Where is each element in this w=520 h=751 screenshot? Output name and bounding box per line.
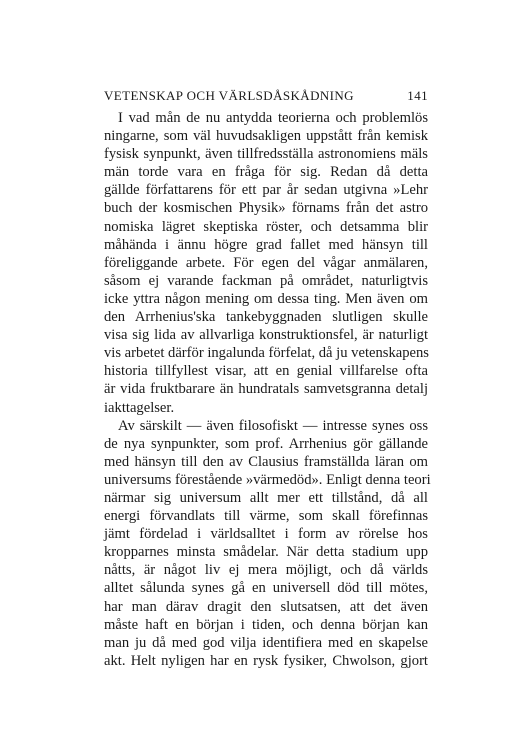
text-line: vis arbetet därför ingalunda förfelat, då ju vetenskapens — [104, 345, 429, 362]
text-line: den Arrhenius'ska tankebyggnaden slutligen skulle — [104, 309, 428, 326]
text-line: föreliggande arbete. För egen del vågar anmälaren, — [104, 254, 428, 271]
paragraph-2 — [104, 417, 431, 670]
running-head — [104, 88, 428, 104]
text-line: energi förvandlats till värme, som skall förefinnas — [104, 508, 428, 525]
text-line: historia tillfyllest visar, att en genial villfarelse ofta — [104, 363, 428, 380]
text-line: måste haft en början i tiden, och denna början kan — [104, 616, 428, 633]
text-line: nomiska lägret skeptiska röster, och detsamma blir — [104, 218, 428, 235]
text-line: man ju då med god vilja identifiera med en skapelse — [104, 634, 428, 651]
text-line: universums förestående »värmedöd». Enligt denna teori — [104, 471, 431, 488]
text-line: Av särskilt — även filosofiskt — intresse synes oss — [118, 417, 428, 434]
text-line: gällde författarens för ett par år sedan utgivna »Lehr — [104, 182, 428, 199]
paragraph-1 — [104, 109, 428, 417]
text-line: är vida fruktbarare än hundratals samvetsgranna detalj — [104, 381, 428, 398]
text-line: har man därav dragit den slutsatsen, att det även — [104, 598, 428, 615]
text-line: I vad mån de nu antydda teorierna och problemlös — [118, 110, 428, 126]
body-text — [104, 109, 431, 670]
text-line: alltet sålunda synes gå en universell död till mötes, — [104, 580, 428, 597]
text-line: jämt fördelad i världsalltet i form av rörelse hos — [104, 526, 428, 543]
text-line: närmar sig universum allt mer ett tillstånd, då all — [104, 489, 428, 506]
text-line: fysisk synpunkt, även tillfredsställa astronomiens mäls — [104, 146, 428, 163]
text-line: män torde vara en fråga för sig. Redan då detta — [104, 164, 428, 181]
text-line: nåtts, är något liv ej mera möjligt, och då världs — [104, 562, 428, 579]
running-title: VETENSKAP OCH VÄRLSDÅSKÅDNING — [104, 88, 354, 103]
text-line: buch der kosmischen Physik» förnams från det astro — [104, 200, 428, 217]
text-line: de nya synpunkter, som prof. Arrhenius gör gällande — [104, 435, 428, 452]
text-line: med hänsyn till den av Clausius framställda läran om — [104, 453, 428, 470]
text-line: visa sig lida av allvarliga konstruktionsfel, är naturligt — [104, 327, 428, 344]
text-line: kropparnes minsta smådelar. När detta stadium upp — [104, 544, 428, 561]
text-line: akt. Helt nyligen har en rysk fysiker, Chwolson, gjort — [104, 652, 428, 669]
text-line: iakttagelser. — [104, 399, 175, 416]
text-line: icke yttra någon mening om dessa ting. Men även om — [104, 290, 428, 307]
text-line: såsom ej varande fackman på området, naturligtvis — [104, 272, 428, 289]
page-number: 141 — [407, 88, 428, 103]
text-line: måhända i ännu högre grad fallet med hänsyn till — [104, 236, 428, 253]
text-line: ningarne, som väl huvudsakligen uppstått från kemisk — [104, 128, 428, 145]
